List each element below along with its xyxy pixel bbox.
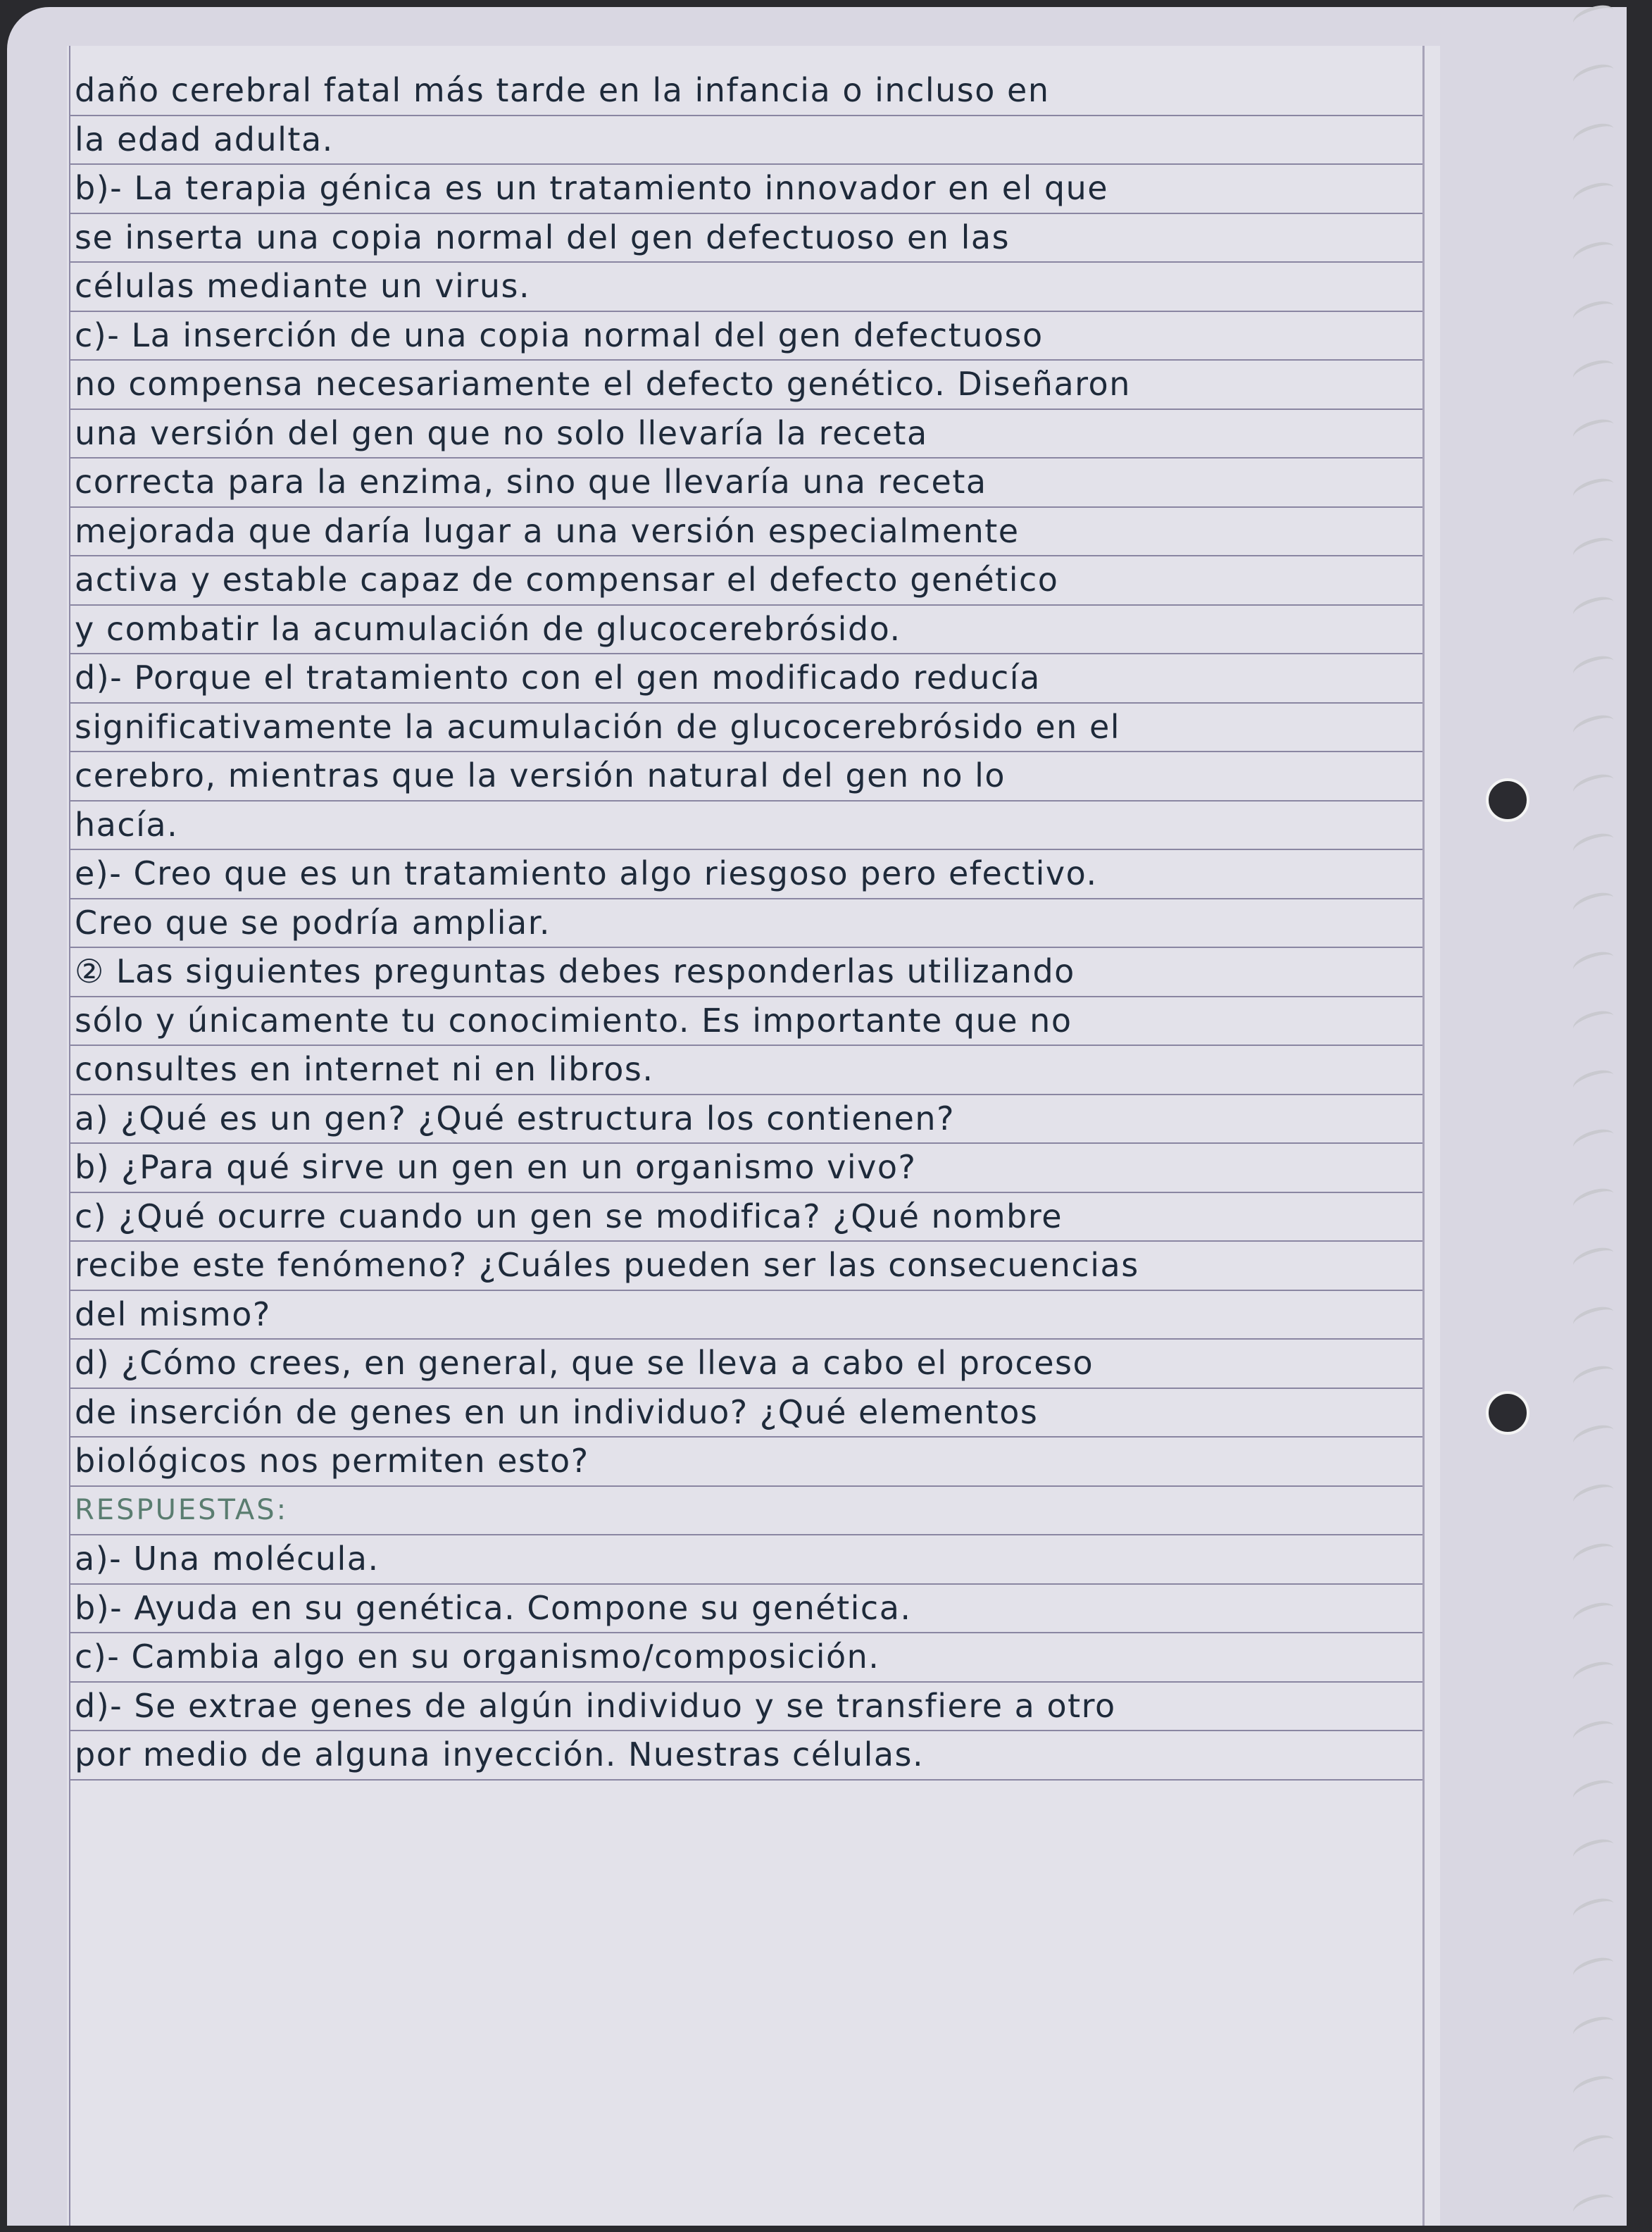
text-line: Creo que se podría ampliar. bbox=[70, 899, 1422, 949]
text-line: por medio de alguna inyección. Nuestras células. bbox=[70, 1731, 1422, 1781]
spiral-coil-icon bbox=[1570, 2071, 1616, 2102]
text-line: significativamente la acumulación de glucocerebrósido en el bbox=[70, 704, 1422, 753]
answers-heading: RESPUESTAS: bbox=[70, 1487, 1422, 1536]
text-line: e)- Creo que es un tratamiento algo riesgoso pero efectivo. bbox=[70, 850, 1422, 899]
text-line: células mediante un virus. bbox=[70, 263, 1422, 312]
binder-hole-icon bbox=[1486, 778, 1529, 822]
spiral-coil-icon bbox=[1570, 2012, 1616, 2043]
spiral-coil-icon bbox=[1570, 2131, 1616, 2162]
spiral-coil-icon bbox=[1570, 1361, 1616, 1392]
text-line: b)- Ayuda en su genética. Compone su genética. bbox=[70, 1585, 1422, 1634]
text-line: una versión del gen que no solo llevaría la receta bbox=[70, 410, 1422, 459]
spiral-coil-icon bbox=[1570, 1, 1616, 32]
spiral-binding bbox=[1567, 0, 1644, 2232]
spiral-coil-icon bbox=[1570, 2190, 1616, 2221]
text-line: recibe este fenómeno? ¿Cuáles pueden ser las consecuencias bbox=[70, 1242, 1422, 1291]
text-line: c)- La inserción de una copia normal del gen defectuoso bbox=[70, 312, 1422, 361]
spiral-coil-icon bbox=[1570, 1066, 1616, 1097]
text-line: activa y estable capaz de compensar el defecto genético bbox=[70, 556, 1422, 606]
spiral-coil-icon bbox=[1570, 1243, 1616, 1274]
text-line: d) ¿Cómo crees, en general, que se lleva a cabo el proceso bbox=[70, 1340, 1422, 1389]
page-edge-line bbox=[1422, 46, 1425, 2226]
spiral-coil-icon bbox=[1570, 1776, 1616, 1807]
handwritten-text bbox=[70, 67, 1422, 1781]
text-line: mejorada que daría lugar a una versión especialmente bbox=[70, 508, 1422, 557]
text-line: cerebro, mientras que la versión natural del gen no lo bbox=[70, 752, 1422, 802]
spiral-coil-icon bbox=[1570, 356, 1616, 387]
text-line: b) ¿Para qué sirve un gen en un organismo vivo? bbox=[70, 1144, 1422, 1193]
spiral-coil-icon bbox=[1570, 947, 1616, 978]
spiral-coil-icon bbox=[1570, 829, 1616, 860]
text-line: sólo y únicamente tu conocimiento. Es importante que no bbox=[70, 997, 1422, 1047]
spiral-coil-icon bbox=[1570, 237, 1616, 268]
text-line: de inserción de genes en un individuo? ¿Qué elementos bbox=[70, 1389, 1422, 1438]
spiral-coil-icon bbox=[1570, 1894, 1616, 1925]
text-line: hacía. bbox=[70, 802, 1422, 851]
text-line: b)- La terapia génica es un tratamiento innovador en el que bbox=[70, 165, 1422, 214]
spiral-coil-icon bbox=[1570, 888, 1616, 919]
spiral-coil-icon bbox=[1570, 711, 1616, 742]
spiral-coil-icon bbox=[1570, 1539, 1616, 1570]
text-line: a) ¿Qué es un gen? ¿Qué estructura los contienen? bbox=[70, 1095, 1422, 1145]
text-line: d)- Porque el tratamiento con el gen modificado reducía bbox=[70, 654, 1422, 704]
spiral-coil-icon bbox=[1570, 178, 1616, 209]
text-line: correcta para la enzima, sino que llevaría una receta bbox=[70, 459, 1422, 508]
text-line: no compensa necesariamente el defecto genético. Diseñaron bbox=[70, 361, 1422, 410]
text-line: del mismo? bbox=[70, 1291, 1422, 1340]
spiral-coil-icon bbox=[1570, 651, 1616, 682]
text-line: se inserta una copia normal del gen defectuoso en las bbox=[70, 214, 1422, 263]
spiral-coil-icon bbox=[1570, 60, 1616, 91]
spiral-coil-icon bbox=[1570, 592, 1616, 623]
binder-hole-icon bbox=[1486, 1391, 1529, 1435]
text-line: c) ¿Qué ocurre cuando un gen se modifica? ¿Qué nombre bbox=[70, 1193, 1422, 1242]
spiral-coil-icon bbox=[1570, 415, 1616, 446]
text-line: a)- Una molécula. bbox=[70, 1535, 1422, 1585]
spiral-coil-icon bbox=[1570, 770, 1616, 801]
spiral-coil-icon bbox=[1570, 1835, 1616, 1866]
spiral-coil-icon bbox=[1570, 1184, 1616, 1215]
text-line: daño cerebral fatal más tarde en la infancia o incluso en bbox=[70, 67, 1422, 116]
spiral-coil-icon bbox=[1570, 1953, 1616, 1984]
spiral-coil-icon bbox=[1570, 474, 1616, 505]
spiral-coil-icon bbox=[1570, 119, 1616, 150]
text-line: c)- Cambia algo en su organismo/composición. bbox=[70, 1633, 1422, 1683]
text-line: la edad adulta. bbox=[70, 116, 1422, 166]
spiral-coil-icon bbox=[1570, 1480, 1616, 1511]
text-line: consultes en internet ni en libros. bbox=[70, 1046, 1422, 1095]
text-line: ② Las siguientes preguntas debes responderlas utilizando bbox=[70, 948, 1422, 997]
spiral-coil-icon bbox=[1570, 297, 1616, 328]
text-line: biológicos nos permiten esto? bbox=[70, 1438, 1422, 1487]
notebook-page bbox=[7, 7, 1627, 2226]
spiral-coil-icon bbox=[1570, 1657, 1616, 1688]
text-line: y combatir la acumulación de glucocerebrósido. bbox=[70, 606, 1422, 655]
spiral-coil-icon bbox=[1570, 533, 1616, 564]
text-line: d)- Se extrae genes de algún individuo y se transfiere a otro bbox=[70, 1683, 1422, 1732]
spiral-coil-icon bbox=[1570, 1302, 1616, 1333]
spiral-coil-icon bbox=[1570, 1716, 1616, 1747]
spiral-coil-icon bbox=[1570, 1421, 1616, 1452]
spiral-coil-icon bbox=[1570, 1598, 1616, 1629]
spiral-coil-icon bbox=[1570, 1125, 1616, 1156]
spiral-coil-icon bbox=[1570, 1006, 1616, 1037]
